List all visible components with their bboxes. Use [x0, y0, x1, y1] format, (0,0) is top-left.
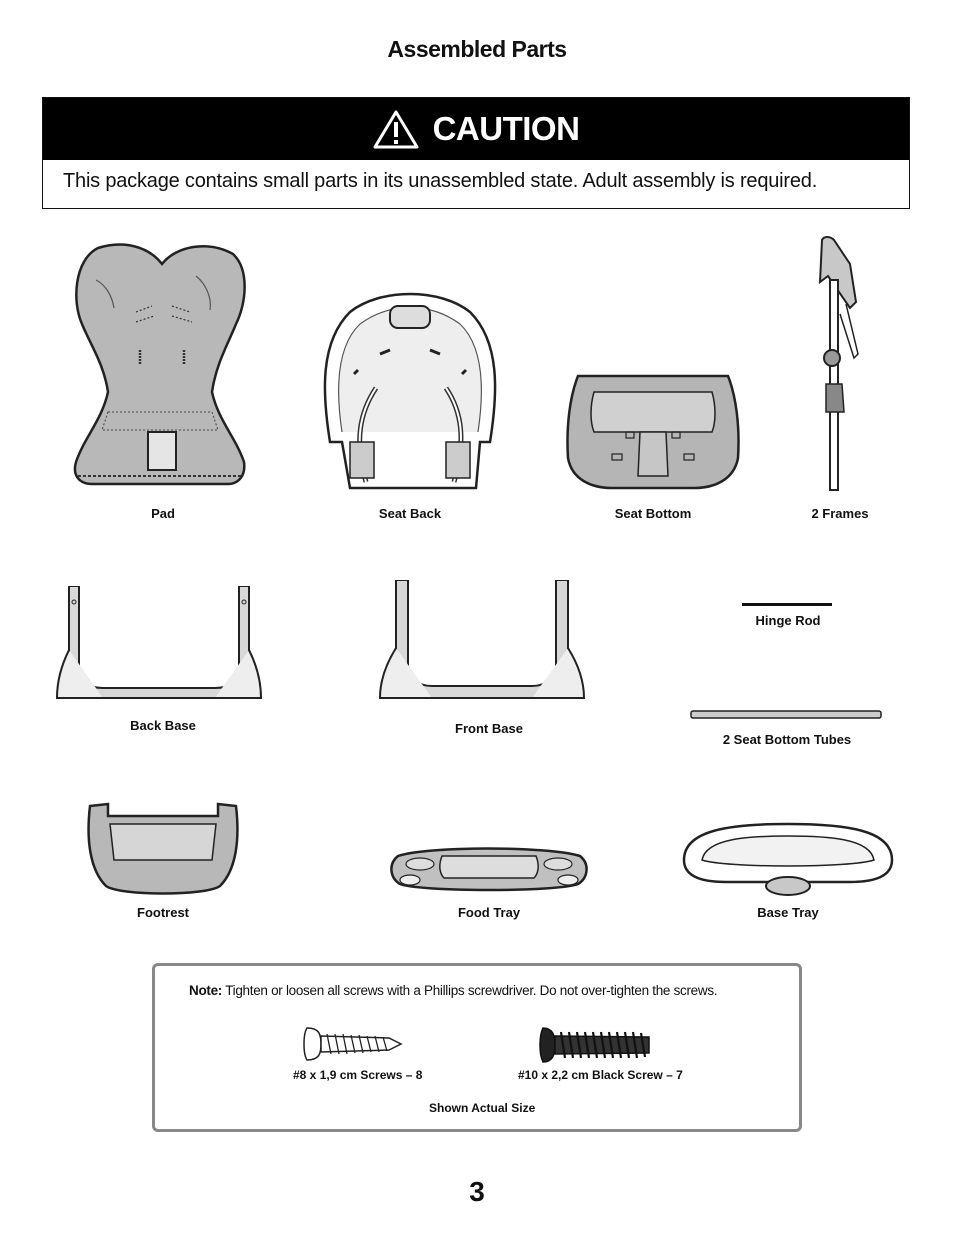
size-note: Shown Actual Size — [429, 1101, 536, 1115]
front-base-label: Front Base — [455, 721, 523, 736]
hinge-rod-illustration — [742, 602, 832, 608]
seat-bottom-tubes-illustration — [690, 710, 884, 720]
seat-bottom-illustration — [564, 366, 742, 494]
pad-label: Pad — [151, 506, 175, 521]
frames-illustration — [816, 234, 864, 496]
frames-label: 2 Frames — [811, 506, 869, 521]
food-tray-illustration — [388, 844, 590, 896]
base-tray-label: Base Tray — [757, 905, 819, 920]
page-title: Assembled Parts — [387, 36, 567, 62]
caution-heading: CAUTION — [432, 110, 580, 147]
caution-text: This package contains small parts in its unassembled state. Adult assembly is required. — [63, 170, 818, 192]
note-text — [189, 983, 717, 998]
note-body: Tighten or loosen all screws with a Phillips screwdriver. Do not over-tighten the screws. — [222, 983, 718, 998]
seat-bottom-label: Seat Bottom — [614, 506, 692, 521]
back-base-illustration — [55, 586, 263, 704]
small-screw-label: #8 x 1,9 cm Screws – 8 — [293, 1068, 423, 1082]
seat-back-illustration — [320, 292, 500, 496]
seat-bottom-tubes-label: 2 Seat Bottom Tubes — [722, 732, 852, 747]
seat-back-label: Seat Back — [378, 506, 442, 521]
caution-box — [42, 97, 910, 209]
front-base-illustration — [378, 580, 586, 704]
hinge-rod-label: Hinge Rod — [755, 613, 821, 628]
warning-triangle-icon — [373, 109, 419, 149]
page-number: 3 — [469, 1176, 485, 1207]
note-label: Note: — [189, 983, 222, 998]
pad-illustration — [68, 240, 252, 490]
small-screw-illustration — [303, 1026, 403, 1062]
back-base-label: Back Base — [130, 718, 196, 733]
footrest-label: Footrest — [137, 905, 189, 920]
caution-header — [43, 98, 909, 160]
black-screw-label: #10 x 2,2 cm Black Screw – 7 — [518, 1068, 683, 1082]
black-screw-illustration — [539, 1026, 651, 1064]
note-box — [152, 963, 802, 1132]
base-tray-illustration — [680, 820, 896, 900]
food-tray-label: Food Tray — [457, 905, 521, 920]
footrest-illustration — [86, 800, 240, 898]
